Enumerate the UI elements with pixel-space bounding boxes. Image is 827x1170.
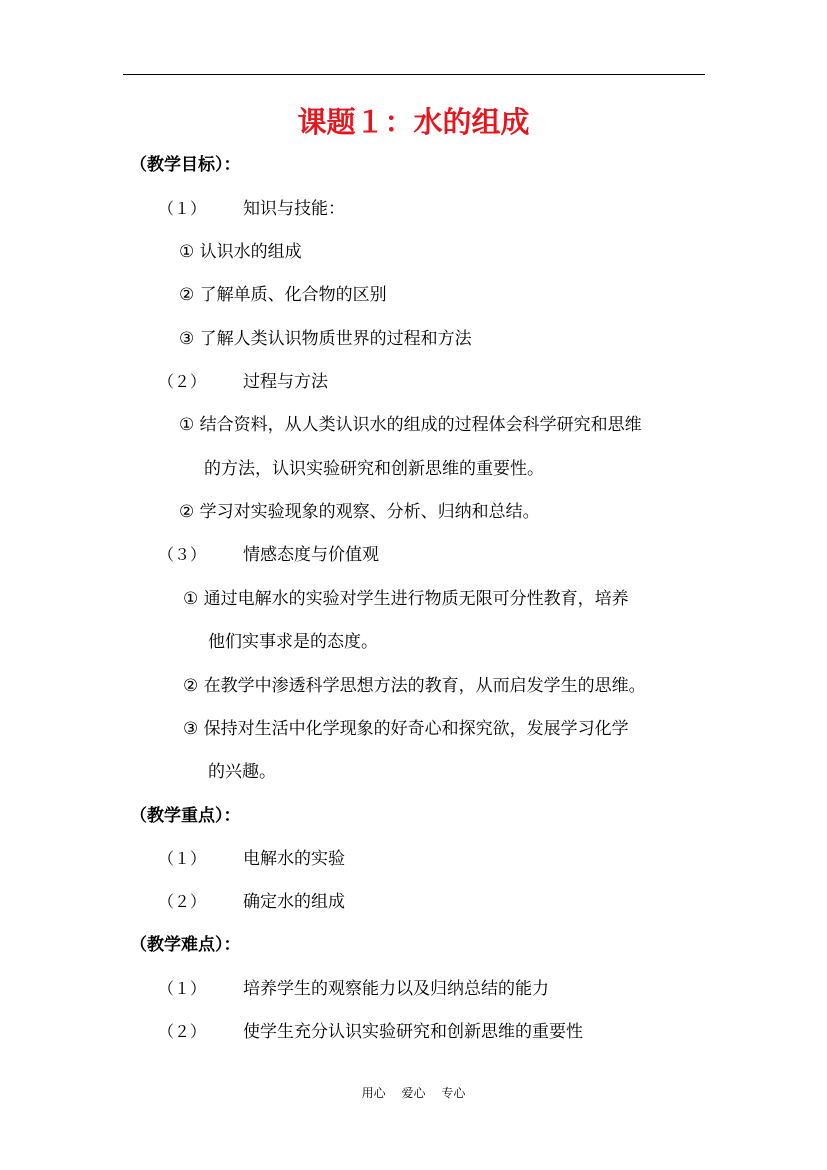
section-heading-keypoints: （教学重点）：	[130, 806, 241, 826]
goal-3-item-2: ② 在教学中渗透科学思想方法的教育，从而启发学生的思维。	[183, 676, 646, 696]
difficulty-number: （２）	[158, 1022, 207, 1041]
goal-1-item: ③ 了解人类认识物质世界的过程和方法	[179, 329, 472, 349]
keypoint-text: 电解水的实验	[243, 849, 345, 869]
goal-2-item-1-line-1: ① 结合资料，从人类认识水的组成的过程体会科学研究和思维	[179, 415, 642, 435]
goal-2-item-2: ② 学习对实验现象的观察、分析、归纳和总结。	[179, 502, 540, 522]
goal-3-item-1-line-2: 他们实事求是的态度。	[208, 632, 378, 652]
goal-3-label: 情感态度与价值观	[243, 545, 379, 565]
goal-1-label: 知识与技能：	[243, 199, 345, 219]
section-heading-goals: （教学目标）：	[130, 155, 241, 175]
section-heading-difficulties: （教学难点）：	[130, 935, 241, 955]
goal-1-item: ② 了解单质、化合物的区别	[179, 285, 387, 305]
goal-2-item-1-line-2: 的方法，认识实验研究和创新思维的重要性。	[204, 459, 544, 479]
footer-text: 专心	[441, 1086, 466, 1100]
difficulty-text: 使学生充分认识实验研究和创新思维的重要性	[243, 1022, 583, 1042]
page-footer	[0, 1084, 827, 1101]
difficulty-text: 培养学生的观察能力以及归纳总结的能力	[243, 979, 549, 999]
goal-3-number: （３）	[158, 545, 207, 564]
difficulty-number: （１）	[158, 979, 207, 998]
page-title: 课题１：水的组成	[297, 105, 530, 139]
footer-text: 爱心	[401, 1086, 426, 1100]
goal-3-item-3-line-2: 的兴趣。	[208, 762, 276, 782]
keypoint-number: （２）	[158, 892, 207, 911]
footer-text: 用心	[361, 1086, 386, 1100]
goal-2-number: （２）	[158, 372, 207, 391]
keypoint-text: 确定水的组成	[243, 892, 345, 912]
goal-3-item-3-line-1: ③ 保持对生活中化学现象的好奇心和探究欲，发展学习化学	[183, 719, 629, 739]
goal-1-item: ① 认识水的组成	[179, 242, 302, 262]
header-rule	[123, 74, 705, 75]
goal-2-label: 过程与方法	[243, 372, 328, 392]
keypoint-number: （１）	[158, 849, 207, 868]
goal-3-item-1-line-1: ① 通过电解水的实验对学生进行物质无限可分性教育，培养	[183, 589, 629, 609]
goal-1-number: （１）	[158, 199, 207, 218]
